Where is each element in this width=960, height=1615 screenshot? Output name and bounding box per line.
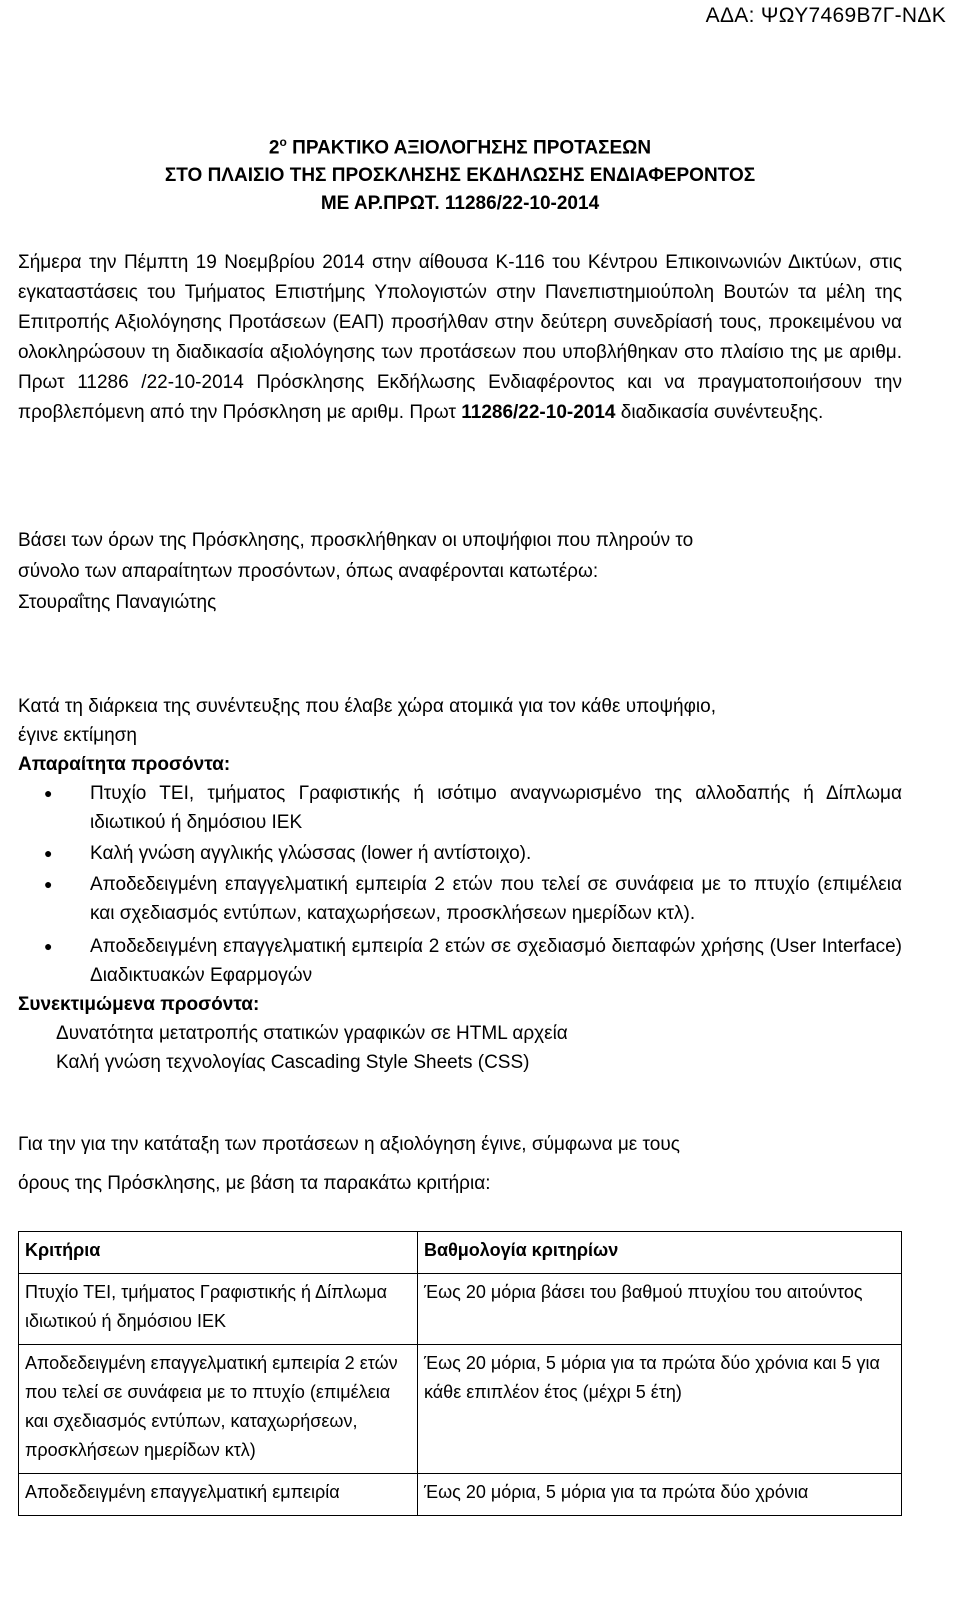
interview-line-2: έγινε εκτίμηση xyxy=(18,725,137,746)
header-scoring: Βαθμολογία κριτηρίων xyxy=(418,1232,902,1274)
interview-line-1: Κατά τη διάρκεια της συνέντευξης που έλαβε χώρα ατομικά για τον κάθε υποψήφιο, xyxy=(18,696,716,717)
interview-section xyxy=(18,692,902,1077)
criteria-intro xyxy=(18,1125,902,1203)
criteria-table xyxy=(18,1231,902,1516)
required-item-text: Πτυχίο ΤΕΙ, τμήματος Γραφιστικής ή ισότιμο αναγνωρισμένο της αλλοδαπής ή Δίπλωμα ιδιωτικού ή δημόσιου ΙΕΚ xyxy=(90,783,902,833)
bullet-icon: ● xyxy=(44,876,53,892)
required-item-text: Καλή γνώση αγγλικής γλώσσας (lower ή αντίστοιχο). xyxy=(90,843,532,864)
bullet-icon: ● xyxy=(44,785,53,801)
title-line-1-text: ΠΡΑΚΤΙΚΟ ΑΞΙΟΛΟΓΗΣΗΣ ΠΡΟΤΑΣΕΩΝ xyxy=(286,137,652,159)
intro-text: Σήμερα την Πέμπτη 19 Νοεμβρίου 2014 στην αίθουσα Κ-116 του Κέντρου Επικοινωνιών Δικτύων, στις εγκαταστάσεις του Τμήματος Επιστήμης Υπολογιστών στην Πανεπιστημιούπολη Βουτών τα μέλη της Επιτροπής Αξιολόγησης Προτάσεων (ΕΑΠ) προσήλθαν στην δεύτερη συνεδρίασή τους, προκειμένου να ολοκληρώσουν τη διαδικασία αξιολόγησης των προτάσεων που υποβλήθηκαν στο πλαίσιο της με αριθμ. Πρωτ 11286 /22-10-2014 Πρόσκλησης Εκδήλωσης Ενδιαφέροντος και να πραγματοποιήσουν την προβλεπόμενη από την Πρόσκληση με αριθμ. Πρωτ xyxy=(18,252,902,423)
title-line-1 xyxy=(18,128,902,162)
title-line-3: ΜΕ ΑΡ.ΠΡΩΤ. 11286/22-10-2014 xyxy=(320,193,600,215)
intro-paragraph xyxy=(18,248,902,428)
criteria-cell: Πτυχίο ΤΕΙ, τμήματος Γραφιστικής ή Δίπλωμα ιδιωτικού ή δημόσιου ΙΕΚ xyxy=(19,1274,418,1345)
candidates-line-2: σύνολο των απαραίτητων προσόντων, όπως αναφέρονται κατωτέρω: xyxy=(18,561,599,582)
intro-text-end: διαδικασία συνέντευξης. xyxy=(615,402,824,423)
title-line-2: ΣΤΟ ΠΛΑΙΣΙΟ ΤΗΣ ΠΡΟΣΚΛΗΣΗΣ ΕΚΔΗΛΩΣΗΣ ΕΝΔΙΑΦΕΡΟΝΤΟΣ xyxy=(164,165,756,187)
required-qualifications-title: Απαραίτητα προσόντα: xyxy=(18,754,231,775)
title-number: 2 xyxy=(268,137,280,159)
candidate-name: Στουραΐτης Παναγιώτης xyxy=(18,592,217,613)
header-criteria: Κριτήρια xyxy=(19,1232,418,1274)
intro-bold-reference: 11286/22-10-2014 xyxy=(461,402,616,423)
table-header-row xyxy=(19,1232,902,1274)
desired-qualifications-title: Συνεκτιμώμενα προσόντα: xyxy=(18,994,260,1015)
criteria-cell: Αποδεδειγμένη επαγγελματική εμπειρία 2 ετών που τελεί σε συνάφεια με το πτυχίο (επιμέλεια και σχεδιασμός εντύπων, καταχωρήσεων, προσκλήσεων ημερίδων κτλ) xyxy=(19,1345,418,1474)
criteria-intro-line-1: Για την για την κατάταξη των προτάσεων η αξιολόγηση έγινε, σύμφωνα με τους xyxy=(18,1134,680,1155)
bullet-icon: ● xyxy=(44,845,53,861)
desired-item: Καλή γνώση τεχνολογίας Cascading Style Sheets (CSS) xyxy=(56,1052,530,1073)
candidates-paragraph xyxy=(18,525,902,618)
scoring-cell: Έως 20 μόρια, 5 μόρια για τα πρώτα δύο χρόνια xyxy=(418,1474,902,1516)
table-row xyxy=(19,1345,902,1474)
desired-item: Δυνατότητα μετατροπής στατικών γραφικών σε HTML αρχεία xyxy=(56,1023,568,1044)
document-title xyxy=(18,128,902,218)
criteria-intro-line-2: όρους της Πρόσκλησης, με βάση τα παρακάτω κριτήρια: xyxy=(18,1173,491,1194)
list-item xyxy=(44,870,902,928)
desired-qualifications-list xyxy=(18,1019,902,1077)
candidates-line-1: Βάσει των όρων της Πρόσκλησης, προσκλήθηκαν οι υποψήφιοι που πληρούν το xyxy=(18,530,694,551)
required-item-text: Αποδεδειγμένη επαγγελματική εμπειρία 2 ετών που τελεί σε συνάφεια με το πτυχίο (επιμέλεια και σχεδιασμός εντύπων, καταχωρήσεων, προσκλήσεων ημερίδων κτλ). xyxy=(90,874,902,924)
table-row xyxy=(19,1474,902,1516)
scoring-cell: Έως 20 μόρια, 5 μόρια για τα πρώτα δύο χρόνια και 5 για κάθε επιπλέον έτος (μέχρι 5 έτη) xyxy=(418,1345,902,1474)
list-item xyxy=(44,779,902,837)
criteria-cell: Αποδεδειγμένη επαγγελματική εμπειρία xyxy=(19,1474,418,1516)
list-item xyxy=(44,839,902,868)
scoring-cell: Έως 20 μόρια βάσει του βαθμού πτυχίου του αιτούντος xyxy=(418,1274,902,1345)
table-row xyxy=(19,1274,902,1345)
required-item-text: Αποδεδειγμένη επαγγελματική εμπειρία 2 ετών σε σχεδιασμό διεπαφών χρήσης (User Interface) Διαδικτυακών Εφαρμογών xyxy=(90,936,902,986)
bullet-icon: ● xyxy=(44,938,53,954)
list-item xyxy=(44,932,902,990)
title-ordinal: ο xyxy=(279,135,287,149)
ada-code: ΑΔΑ: ΨΩΥ7469Β7Γ-ΝΔΚ xyxy=(705,4,946,27)
required-qualifications-list xyxy=(18,779,902,990)
